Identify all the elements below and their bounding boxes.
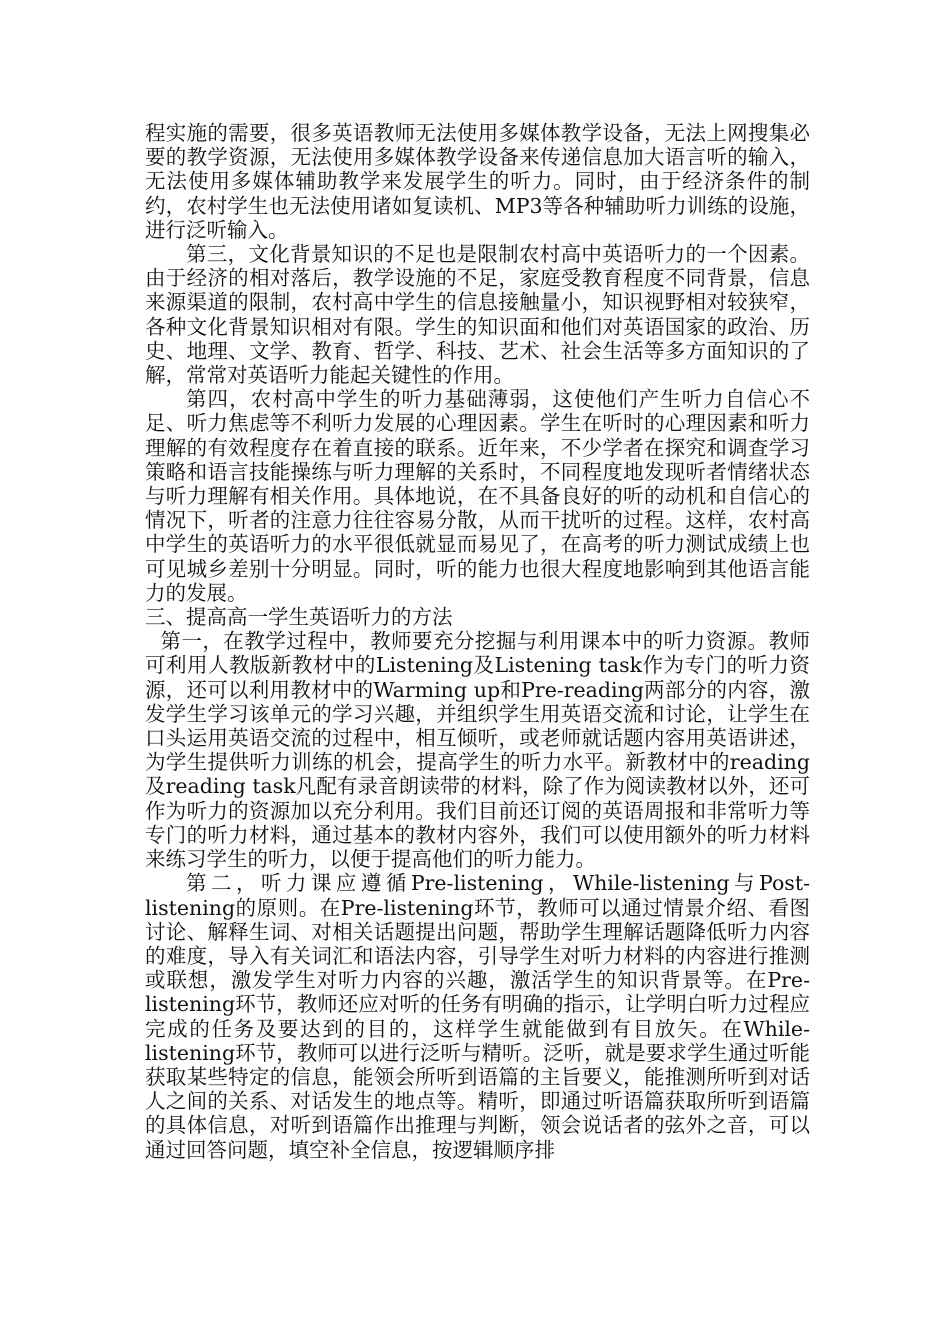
paragraph-continued: 程实施的需要，很多英语教师无法使用多媒体教学设备，无法上网搜集必要的教学资源，无法使用多媒体教学设备来传递信息加大语言听的输入，无法使用多媒体辅助教学来发展学生的听力。同时，由于经济条件的制约，农村学生也无法使用诸如复读机、MP3等各种辅助听力训练的设施，进行泛听输入。	[145, 121, 810, 242]
section-heading: 三、提高高一学生英语听力的方法	[145, 605, 453, 630]
paragraph-method-one: 第一，在教学过程中，教师要充分挖掘与利用课本中的听力资源。教师可利用人教版新教材中的Listening及Listening task作为专门的听力资源，还可以利用教材中的Warming up和Pre-reading两部分的内容，激发学生学习该单元的学习兴趣，并组织学生用英语交流和讨论，让学生在口头运用英语交流的过程中，相互倾听，或老师就话题内容用英语讲述，为学生提供听力训练的机会，提高学生的听力水平。新教材中的reading及reading task凡配有录音朗读带的材料，除了作为阅读教材以外，还可作为听力的资源加以充分利用。我们目前还订阅的英语周报和非常听力等专门的听力材料，通过基本的教材内容外，我们可以使用额外的听力材料来练习学生的听力，以便于提高他们的听力能力。	[145, 629, 810, 872]
paragraph-method-two: 第二，听力课应遵循Pre-listening，While-listening与Post-listening的原则。在Pre-listening环节，教师可以通过情景介绍、看图讨论、解释生词、对相关话题提出问题，帮助学生理解话题降低听力内容的难度，导入有关词汇和语法内容，引导学生对听力材料的内容进行推测或联想，激发学生对听力内容的兴趣，激活学生的知识背景等。在Pre-listening环节，教师还应对听的任务有明确的指示，让学明白听力过程应完成的任务及要达到的目的，这样学生就能做到有目放矢。在While-listening环节，教师可以进行泛听与精听。泛听，就是要求学生通过听能获取某些特定的信息，能领会所听到语篇的主旨要义，能推测所听到对话人之间的关系、对话发生的地点等。精听，即通过听语篇获取所听到语篇的具体信息，对听到语篇作出推理与判断，领会说话者的弦外之音，可以通过回答问题，填空补全信息，按逻辑顺序排	[145, 871, 810, 1162]
body-text	[145, 121, 810, 1162]
paragraph-fourth-factor: 第四，农村高中学生的听力基础薄弱，这使他们产生听力自信心不足、听力焦虑等不利听力发展的心理因素。学生在听时的心理因素和听力理解的有效程度存在着直接的联系。近年来，不少学者在探究和调查学习策略和语言技能操练与听力理解的关系时，不同程度地发现听者情绪状态与听力理解有相关作用。具体地说，在不具备良好的听的动机和自信心的情况下，听者的注意力往往容易分散，从而干扰听的过程。这样，农村高中学生的英语听力的水平很低就显而易见了，在高考的听力测试成绩上也可见城乡差别十分明显。同时，听的能力也很大程度地影响到其他语言能力的发展。	[145, 387, 810, 605]
paragraph-third-factor: 第三，文化背景知识的不足也是限制农村高中英语听力的一个因素。由于经济的相对落后，教学设施的不足，家庭受教育程度不同背景，信息来源渠道的限制，农村高中学生的信息接触量小，知识视野相对较狭窄，各种文化背景知识相对有限。学生的知识面和他们对英语国家的政治、历史、地理、文学、教育、哲学、科技、艺术、社会生活等多方面知识的了解，常常对英语听力能起关键性的作用。	[145, 242, 810, 388]
